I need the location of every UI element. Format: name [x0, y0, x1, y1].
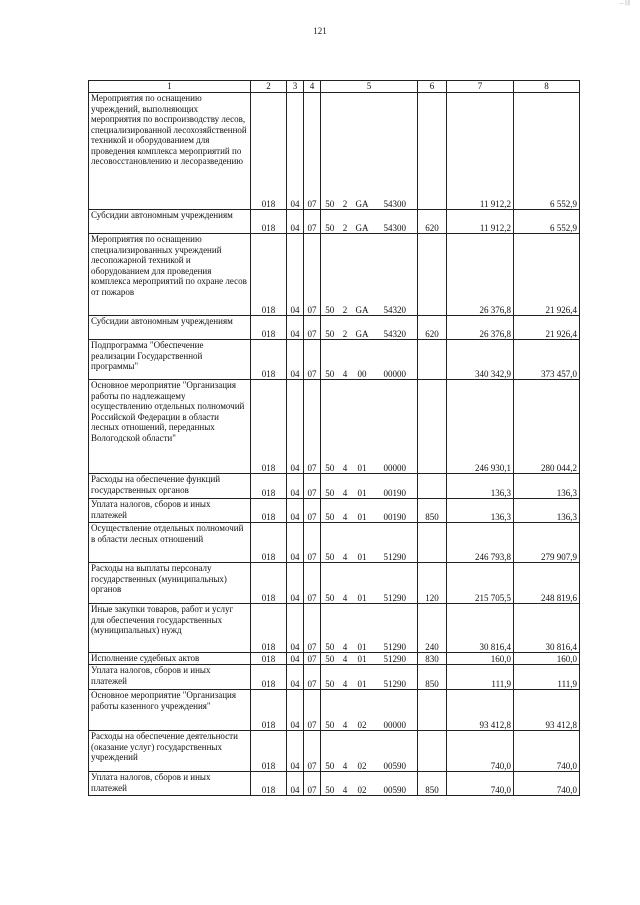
- cell-target-activity: 01: [352, 604, 373, 653]
- cell-subsection: 07: [304, 340, 321, 380]
- cell-amount-col8: 279 907,9: [514, 523, 580, 563]
- row-name: Подпрограмма "Обеспечение реализации Государственной программы": [89, 340, 251, 380]
- cell-target-activity: 01: [352, 653, 373, 665]
- cell-amount-col8: 740,0: [514, 772, 580, 796]
- cell-amount-col8: 6 552,9: [514, 210, 580, 234]
- cell-amount-col7: 30 816,4: [447, 604, 514, 653]
- cell-ministry: 018: [251, 604, 287, 653]
- header-row: [89, 81, 580, 93]
- cell-ministry: 018: [251, 380, 287, 474]
- corner-mark: ... ||||: [619, 0, 630, 6]
- cell-amount-col8: 160,0: [514, 653, 580, 665]
- cell-expense-type: [418, 731, 447, 772]
- cell-amount-col8: 21 926,4: [514, 234, 580, 316]
- cell-amount-col7: 11 912,2: [447, 93, 514, 210]
- cell-target-subprogram: 4: [339, 380, 352, 474]
- cell-target-subprogram: 4: [339, 665, 352, 690]
- cell-target-program: 50: [321, 316, 339, 340]
- row-name: Основное мероприятие "Организация работы казенного учреждения": [89, 690, 251, 731]
- cell-target-activity: 01: [352, 665, 373, 690]
- cell-amount-col8: 136,3: [514, 499, 580, 523]
- cell-ministry: 018: [251, 499, 287, 523]
- cell-target-direction: 00000: [373, 380, 418, 474]
- cell-section: 04: [287, 380, 304, 474]
- cell-target-direction: 51290: [373, 563, 418, 604]
- cell-target-direction: 51290: [373, 653, 418, 665]
- cell-expense-type: [418, 380, 447, 474]
- cell-subsection: 07: [304, 210, 321, 234]
- cell-amount-col8: 6 552,9: [514, 93, 580, 210]
- table-row: [89, 380, 580, 474]
- cell-amount-col8: 30 816,4: [514, 604, 580, 653]
- cell-target-subprogram: 4: [339, 604, 352, 653]
- cell-section: 04: [287, 653, 304, 665]
- cell-expense-type: [418, 474, 447, 499]
- cell-target-program: 50: [321, 474, 339, 499]
- header-cell-col-3: 3: [287, 81, 304, 93]
- cell-ministry: 018: [251, 653, 287, 665]
- row-name: Субсидии автономным учреждениям: [89, 210, 251, 234]
- cell-target-program: 50: [321, 523, 339, 563]
- cell-amount-col7: 740,0: [447, 731, 514, 772]
- cell-amount-col7: 11 912,2: [447, 210, 514, 234]
- cell-subsection: 07: [304, 690, 321, 731]
- cell-target-subprogram: 2: [339, 210, 352, 234]
- cell-section: 04: [287, 499, 304, 523]
- cell-target-program: 50: [321, 665, 339, 690]
- cell-amount-col7: 136,3: [447, 474, 514, 499]
- cell-amount-col8: 248 819,6: [514, 563, 580, 604]
- cell-target-direction: 51290: [373, 523, 418, 563]
- cell-subsection: 07: [304, 563, 321, 604]
- cell-ministry: 018: [251, 316, 287, 340]
- cell-subsection: 07: [304, 772, 321, 796]
- cell-amount-col8: 111,9: [514, 665, 580, 690]
- cell-target-activity: GA: [352, 316, 373, 340]
- cell-target-program: 50: [321, 563, 339, 604]
- header-cell-col-7: 7: [447, 81, 514, 93]
- row-name: Расходы на обеспечение функций государственных органов: [89, 474, 251, 499]
- cell-target-activity: 01: [352, 563, 373, 604]
- cell-section: 04: [287, 210, 304, 234]
- cell-target-program: 50: [321, 234, 339, 316]
- cell-expense-type: [418, 523, 447, 563]
- cell-section: 04: [287, 665, 304, 690]
- cell-target-program: 50: [321, 772, 339, 796]
- cell-target-subprogram: 4: [339, 772, 352, 796]
- table-row: [89, 340, 580, 380]
- cell-target-direction: 54300: [373, 93, 418, 210]
- row-name: Мероприятия по оснащению специализированных учреждений лесопожарной техникой и оборудованием для проведения комплекса мероприятий по охране лесов от пожаров: [89, 234, 251, 316]
- cell-expense-type: 120: [418, 563, 447, 604]
- cell-section: 04: [287, 340, 304, 380]
- table-row: [89, 690, 580, 731]
- row-name: Уплата налогов, сборов и иных платежей: [89, 772, 251, 796]
- cell-target-activity: 01: [352, 380, 373, 474]
- cell-section: 04: [287, 604, 304, 653]
- cell-amount-col7: 93 412,8: [447, 690, 514, 731]
- cell-ministry: 018: [251, 474, 287, 499]
- cell-target-subprogram: 4: [339, 563, 352, 604]
- cell-target-program: 50: [321, 731, 339, 772]
- table-row: [89, 563, 580, 604]
- table-row: [89, 653, 580, 665]
- cell-target-program: 50: [321, 340, 339, 380]
- cell-ministry: 018: [251, 523, 287, 563]
- cell-expense-type: [418, 340, 447, 380]
- cell-target-direction: 51290: [373, 604, 418, 653]
- cell-expense-type: [418, 690, 447, 731]
- table-row: [89, 665, 580, 690]
- cell-amount-col8: 740,0: [514, 731, 580, 772]
- cell-section: 04: [287, 690, 304, 731]
- cell-section: 04: [287, 523, 304, 563]
- cell-target-subprogram: 4: [339, 690, 352, 731]
- row-name: Основное мероприятие "Организация работы по надлежащему осуществлению отдельных полномочий Российской Федерации в области лесных отношений, переданных Вологодской области": [89, 380, 251, 474]
- cell-section: 04: [287, 474, 304, 499]
- cell-target-direction: 00190: [373, 474, 418, 499]
- row-name: Исполнение судебных актов: [89, 653, 251, 665]
- page-number: 121: [313, 26, 327, 36]
- header-cell-col-2: 2: [251, 81, 287, 93]
- cell-section: 04: [287, 563, 304, 604]
- cell-ministry: 018: [251, 772, 287, 796]
- cell-section: 04: [287, 234, 304, 316]
- cell-subsection: 07: [304, 499, 321, 523]
- row-name: Уплата налогов, сборов и иных платежей: [89, 499, 251, 523]
- cell-target-subprogram: 4: [339, 499, 352, 523]
- cell-expense-type: 240: [418, 604, 447, 653]
- table-row: [89, 499, 580, 523]
- cell-amount-col7: 26 376,8: [447, 234, 514, 316]
- cell-ministry: 018: [251, 690, 287, 731]
- cell-target-activity: 01: [352, 523, 373, 563]
- row-name: Расходы на обеспечение деятельности (оказание услуг) государственных учреждений: [89, 731, 251, 772]
- cell-target-program: 50: [321, 653, 339, 665]
- cell-section: 04: [287, 772, 304, 796]
- cell-expense-type: [418, 93, 447, 210]
- cell-amount-col8: 93 412,8: [514, 690, 580, 731]
- cell-amount-col7: 246 793,8: [447, 523, 514, 563]
- cell-section: 04: [287, 731, 304, 772]
- cell-subsection: 07: [304, 93, 321, 210]
- cell-amount-col7: 26 376,8: [447, 316, 514, 340]
- cell-amount-col8: 373 457,0: [514, 340, 580, 380]
- cell-target-activity: 02: [352, 731, 373, 772]
- cell-target-direction: 00000: [373, 340, 418, 380]
- cell-amount-col7: 160,0: [447, 653, 514, 665]
- cell-ministry: 018: [251, 563, 287, 604]
- cell-amount-col7: 340 342,9: [447, 340, 514, 380]
- cell-target-subprogram: 2: [339, 93, 352, 210]
- cell-amount-col7: 215 705,5: [447, 563, 514, 604]
- header-cell-col-4: 4: [304, 81, 321, 93]
- cell-amount-col7: 246 930,1: [447, 380, 514, 474]
- cell-subsection: 07: [304, 474, 321, 499]
- table-row: [89, 772, 580, 796]
- cell-target-subprogram: 2: [339, 316, 352, 340]
- cell-target-activity: 02: [352, 772, 373, 796]
- cell-expense-type: 830: [418, 653, 447, 665]
- budget-table: [88, 80, 580, 796]
- cell-subsection: 07: [304, 731, 321, 772]
- row-name: Субсидии автономным учреждениям: [89, 316, 251, 340]
- cell-target-subprogram: 4: [339, 653, 352, 665]
- cell-expense-type: 620: [418, 210, 447, 234]
- table-row: [89, 474, 580, 499]
- cell-target-direction: 00190: [373, 499, 418, 523]
- header-cell-col-1: 1: [89, 81, 251, 93]
- cell-ministry: 018: [251, 665, 287, 690]
- cell-target-subprogram: 4: [339, 340, 352, 380]
- cell-target-direction: 51290: [373, 665, 418, 690]
- cell-target-subprogram: 2: [339, 234, 352, 316]
- table-row: [89, 234, 580, 316]
- cell-subsection: 07: [304, 234, 321, 316]
- cell-target-direction: 00590: [373, 772, 418, 796]
- table-row: [89, 316, 580, 340]
- cell-target-activity: 02: [352, 690, 373, 731]
- cell-expense-type: 850: [418, 499, 447, 523]
- cell-target-direction: 54300: [373, 210, 418, 234]
- cell-target-subprogram: 4: [339, 523, 352, 563]
- table-row: [89, 604, 580, 653]
- table-row: [89, 210, 580, 234]
- cell-subsection: 07: [304, 523, 321, 563]
- row-name: Уплата налогов, сборов и иных платежей: [89, 665, 251, 690]
- cell-target-direction: 54320: [373, 316, 418, 340]
- cell-amount-col8: 21 926,4: [514, 316, 580, 340]
- header-cell-col-8: 8: [514, 81, 580, 93]
- header-cell-col-5: 5: [321, 81, 418, 93]
- row-name: Иные закупки товаров, работ и услуг для обеспечения государственных (муниципальных) нужд: [89, 604, 251, 653]
- cell-ministry: 018: [251, 340, 287, 380]
- cell-target-activity: GA: [352, 210, 373, 234]
- cell-target-activity: GA: [352, 93, 373, 210]
- cell-subsection: 07: [304, 380, 321, 474]
- row-name: Осуществление отдельных полномочий в области лесных отношений: [89, 523, 251, 563]
- row-name: Расходы на выплаты персоналу государственных (муниципальных) органов: [89, 563, 251, 604]
- table-row: [89, 523, 580, 563]
- cell-section: 04: [287, 316, 304, 340]
- cell-ministry: 018: [251, 731, 287, 772]
- header-cell-col-6: 6: [418, 81, 447, 93]
- cell-amount-col7: 111,9: [447, 665, 514, 690]
- cell-target-direction: 00000: [373, 690, 418, 731]
- cell-subsection: 07: [304, 665, 321, 690]
- cell-target-program: 50: [321, 499, 339, 523]
- cell-subsection: 07: [304, 653, 321, 665]
- cell-target-direction: 54320: [373, 234, 418, 316]
- cell-target-activity: 01: [352, 474, 373, 499]
- cell-ministry: 018: [251, 210, 287, 234]
- cell-expense-type: 850: [418, 772, 447, 796]
- cell-target-activity: 00: [352, 340, 373, 380]
- cell-ministry: 018: [251, 234, 287, 316]
- cell-target-activity: 01: [352, 499, 373, 523]
- row-name: Мероприятия по оснащению учреждений, выполняющих мероприятия по воспроизводству лесов, специализированной лесохозяйственной техникой и оборудованием для проведения комплекса мероприятий по лесовосстановлению и лесоразведению: [89, 93, 251, 210]
- cell-target-program: 50: [321, 93, 339, 210]
- cell-target-program: 50: [321, 690, 339, 731]
- cell-expense-type: 850: [418, 665, 447, 690]
- cell-expense-type: 620: [418, 316, 447, 340]
- cell-ministry: 018: [251, 93, 287, 210]
- cell-target-program: 50: [321, 604, 339, 653]
- table-row: [89, 731, 580, 772]
- cell-amount-col8: 136,3: [514, 474, 580, 499]
- cell-target-activity: GA: [352, 234, 373, 316]
- cell-expense-type: [418, 234, 447, 316]
- cell-target-direction: 00590: [373, 731, 418, 772]
- cell-section: 04: [287, 93, 304, 210]
- cell-target-subprogram: 4: [339, 474, 352, 499]
- table-row: [89, 93, 580, 210]
- cell-amount-col8: 280 044,2: [514, 380, 580, 474]
- cell-target-subprogram: 4: [339, 731, 352, 772]
- cell-subsection: 07: [304, 316, 321, 340]
- cell-amount-col7: 740,0: [447, 772, 514, 796]
- cell-target-program: 50: [321, 380, 339, 474]
- cell-subsection: 07: [304, 604, 321, 653]
- cell-amount-col7: 136,3: [447, 499, 514, 523]
- cell-target-program: 50: [321, 210, 339, 234]
